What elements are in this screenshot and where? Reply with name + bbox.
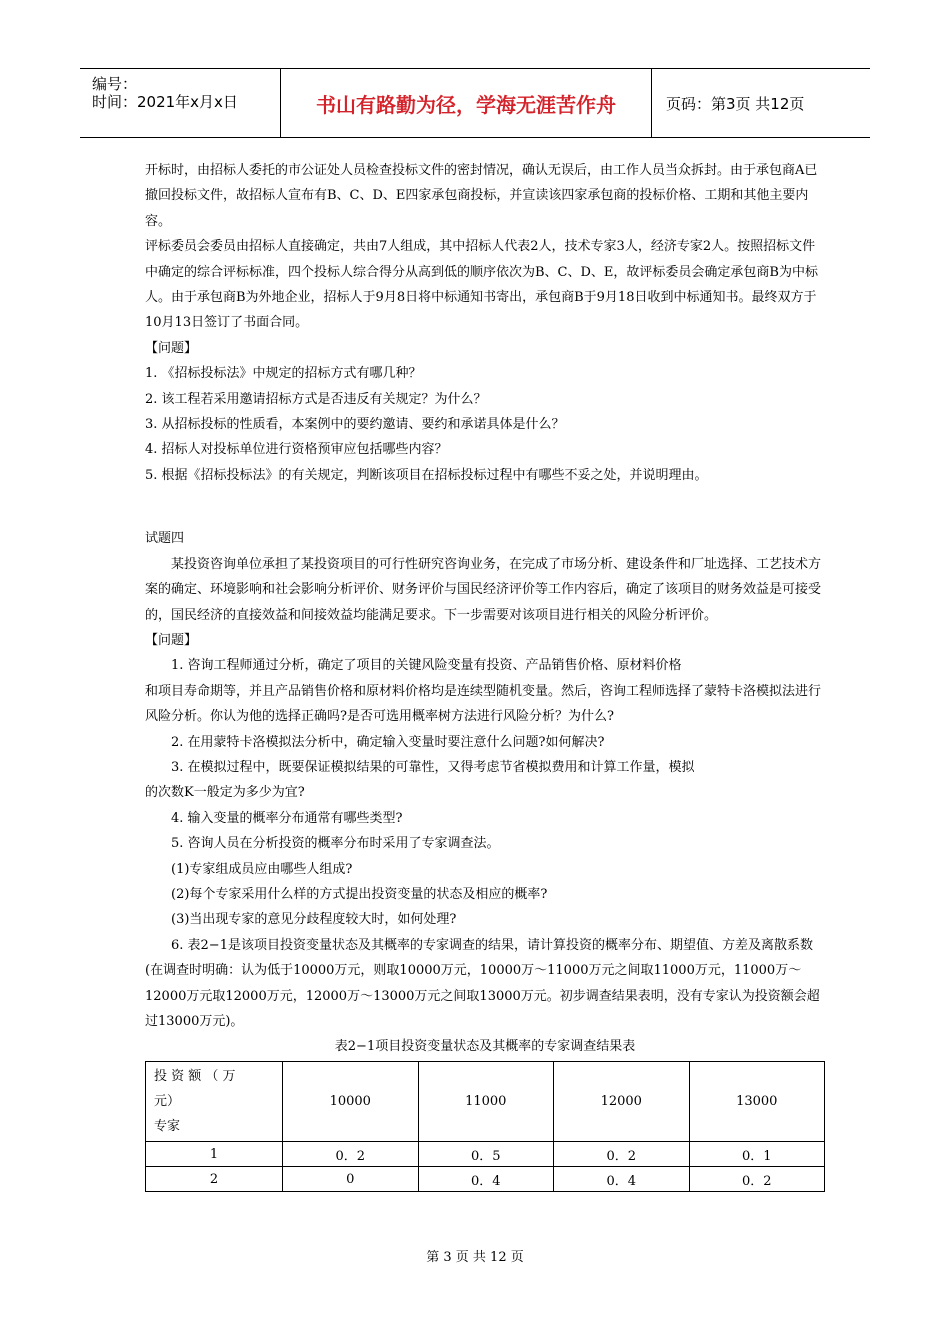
table-corner-header xyxy=(146,1062,283,1142)
header-number: 编号： xyxy=(92,75,138,93)
header-motto: 书山有路勤为径，学海无涯苦作舟 xyxy=(316,92,616,117)
question-item: 3. 从招标投标的性质看，本案例中的要约邀请、要约和承诺具体是什么？ xyxy=(145,417,565,433)
probability-cell: 0．2 xyxy=(689,1167,825,1192)
probability-cell: 0．4 xyxy=(554,1167,690,1192)
paragraph-evaluation: 评标委员会委员由招标人直接确定，共由7人组成，其中招标人代表2人，技术专家3人，经济专家2人。按照招标文件中确定的综合评标标准，四个投标人综合得分从高到低的顺序依次为B、C、D、E，故评标委员会确定承包商B为中标人。由于承包商B为外地企业，招标人于9月8日将中标通知书寄出，承包商B于9月18日收到中标通知书。最终双方于10月13日签订了书面合同。 xyxy=(145,239,818,331)
question-item: 4. 招标人对投标单位进行资格预审应包括哪些内容？ xyxy=(145,442,448,458)
header-motto-cell xyxy=(281,69,652,137)
table-header-row xyxy=(146,1062,825,1142)
expert-cell: 1 xyxy=(146,1142,283,1167)
probability-cell: 0．5 xyxy=(418,1142,554,1167)
survey-table xyxy=(145,1061,825,1192)
section-intro: 某投资咨询单位承担了某投资项目的可行性研究咨询业务，在完成了市场分析、建设条件和厂址选择、工艺技术方案的确定、环境影响和社会影响分析评价、财务评价与国民经济评价等工作内容后，确定了该项目的财务效益是可接受的，国民经济的直接效益和间接效益均能满足要求。下一步需要对该项目进行相关的风险分析评价。 xyxy=(145,556,822,623)
question-1-line-2: 和项目寿命期等，并且产品销售价格和原材料价格均是连续型随机变量。然后，咨询工程师选择了蒙特卡洛模拟法进行风险分析。你认为他的选择正确吗?是否可选用概率树方法进行风险分析？为什么? xyxy=(145,683,822,725)
question-3-line-2: 的次数K一般定为多少为宜? xyxy=(145,785,305,801)
probability-cell: 0 xyxy=(283,1167,419,1192)
question-item: 5. 根据《招标投标法》的有关规定，判断该项目在招标投标过程中有哪些不妥之处，并说明理由。 xyxy=(145,467,708,483)
question-1-line-1: 1. 咨询工程师通过分析，确定了项目的关键风险变量有投资、产品销售价格、原材料价格 xyxy=(171,658,682,674)
paragraph-opening: 开标时，由招标人委托的市公证处人员检查投标文件的密封情况，确认无误后，由工作人员当众拆封。由于承包商A已撤回投标文件，故招标人宣布有B、C、D、E四家承包商投标，并宣读该四家承包商的投标价格、工期和其他主要内容。 xyxy=(145,163,818,229)
table-row xyxy=(146,1167,825,1192)
question-item: 1. 《招标投标法》中规定的招标方式有哪几种？ xyxy=(145,366,422,382)
question-4: 4. 输入变量的概率分布通常有哪些类型? xyxy=(171,810,403,826)
column-header: 10000 xyxy=(283,1062,419,1142)
page-footer: 第 3 页 共 12 页 xyxy=(426,1250,524,1265)
probability-cell: 0．2 xyxy=(283,1142,419,1167)
column-header: 12000 xyxy=(554,1062,690,1142)
question-5-sub-3: (3)当出现专家的意见分歧程度较大时，如何处理? xyxy=(171,912,457,928)
page-header xyxy=(80,68,870,138)
question-5: 5. 咨询人员在分析投资的概率分布时采用了专家调查法。 xyxy=(171,836,500,852)
corner-header-line: 元） xyxy=(154,1094,181,1110)
table-caption: 表2−1项目投资变量状态及其概率的专家调查结果表 xyxy=(334,1039,636,1055)
questions-heading-2: 【问题】 xyxy=(145,632,198,648)
probability-cell: 0．4 xyxy=(418,1167,554,1192)
header-meta-cell xyxy=(80,69,281,137)
corner-header-line: 投 资 额 （ 万 xyxy=(154,1069,236,1085)
question-2: 2. 在用蒙特卡洛模拟法分析中，确定输入变量时要注意什么问题?如何解决? xyxy=(171,734,605,750)
header-time: 时间：2021年x月x日 xyxy=(92,93,238,111)
column-header: 11000 xyxy=(418,1062,554,1142)
question-3-line-1: 3. 在模拟过程中，既要保证模拟结果的可靠性，又得考虑节省模拟费用和计算工作量，模拟 xyxy=(171,759,695,775)
probability-cell: 0．1 xyxy=(689,1142,825,1167)
question-5-sub-1: (1)专家组成员应由哪些人组成? xyxy=(171,861,353,877)
expert-cell: 2 xyxy=(146,1167,283,1192)
probability-cell: 0．2 xyxy=(554,1142,690,1167)
section-gap xyxy=(145,488,825,526)
question-6: 6. 表2−1是该项目投资变量状态及其概率的专家调查的结果，请计算投资的概率分布、期望值、方差及离散系数(在调查时明确：认为低于10000万元，则取10000万元，10000万～11000万元之间取11000万元，11000万～12000万元取12000万元，12000万～13000万元之间取13000万元。初步调查结果表明，没有专家认为投资额会超过13000万元)。 xyxy=(145,937,820,1029)
header-page-label: 页码：第3页 共12页 xyxy=(666,94,805,113)
column-header: 13000 xyxy=(689,1062,825,1142)
questions-heading: 【问题】 xyxy=(145,340,198,356)
header-page-cell xyxy=(662,69,870,137)
table-row xyxy=(146,1142,825,1167)
section-title: 试题四 xyxy=(145,531,185,547)
corner-header-line: 专家 xyxy=(154,1119,181,1135)
document-body xyxy=(145,158,825,1192)
question-item: 2. 该工程若采用邀请招标方式是否违反有关规定？为什么？ xyxy=(145,391,487,407)
question-5-sub-2: (2)每个专家采用什么样的方式提出投资变量的状态及相应的概率? xyxy=(171,886,548,902)
